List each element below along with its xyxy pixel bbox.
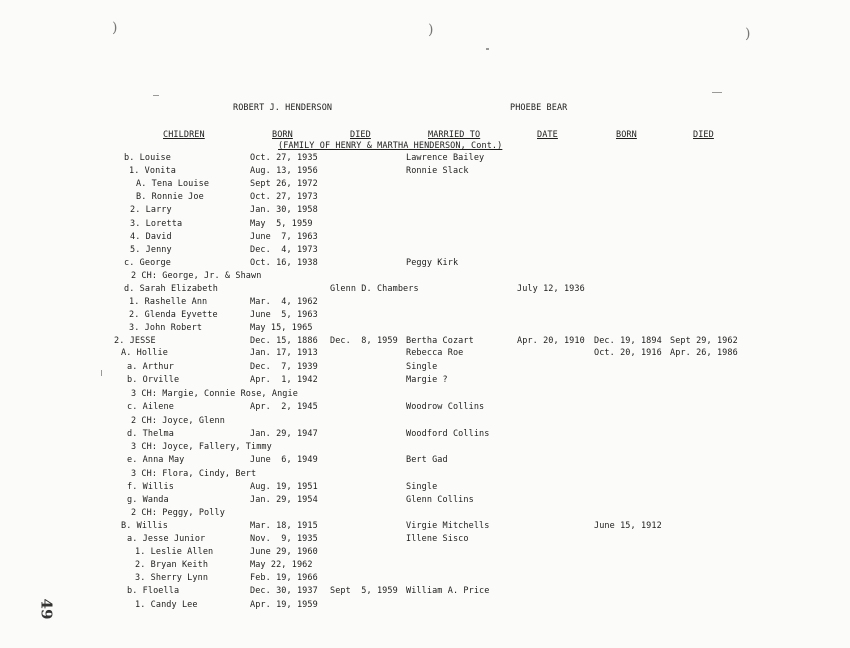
row-name: A. Tena Louise	[136, 179, 210, 189]
row-name: 1. Vonita	[129, 166, 176, 176]
row-spouse: Woodford Collins	[406, 429, 490, 439]
row-spouse: Ronnie Slack	[406, 166, 469, 176]
row-born: Dec. 7, 1939	[250, 362, 318, 372]
row-name: b. Floella	[127, 586, 180, 596]
row-name: 3. John Robert	[129, 323, 203, 333]
row-died: Sept 5, 1959	[330, 586, 398, 596]
row-name: A. Hollie	[121, 348, 168, 358]
row-born: Oct. 27, 1973	[250, 192, 318, 202]
row-born: May 22, 1962	[250, 560, 313, 570]
row-name: a. Jesse Junior	[127, 534, 206, 544]
row-born: Apr. 1, 1942	[250, 375, 318, 385]
row-spouse: Virgie Mitchells	[406, 521, 490, 531]
row-spouse-born: June 15, 1912	[594, 521, 662, 531]
row-born: June 29, 1960	[250, 547, 318, 557]
column-header-spouse-died: DIED	[693, 130, 714, 140]
row-name: B. Willis	[121, 521, 168, 531]
row-born: Jan. 17, 1913	[250, 348, 318, 358]
row-spouse: William A. Price	[406, 586, 490, 596]
scan-speck	[486, 48, 489, 50]
row-spouse: Peggy Kirk	[406, 258, 459, 268]
row-born: Oct. 27, 1935	[250, 153, 318, 163]
row-born: Aug. 19, 1951	[250, 482, 318, 492]
row-born: June 5, 1963	[250, 310, 318, 320]
row-name: c. George	[124, 258, 171, 268]
row-spouse-died: Apr. 26, 1986	[670, 348, 738, 358]
mother-name: PHOEBE BEAR	[510, 103, 568, 113]
row-born: May 15, 1965	[250, 323, 313, 333]
row-name: 2. JESSE	[114, 336, 156, 346]
row-born: Mar. 18, 1915	[250, 521, 318, 531]
row-born: Jan. 29, 1947	[250, 429, 318, 439]
row-name: 1. Candy Lee	[135, 600, 198, 610]
row-born: Dec. 30, 1937	[250, 586, 318, 596]
row-marriage-date: July 12, 1936	[517, 284, 585, 294]
hole-punch-mark-center: )	[428, 22, 434, 38]
row-marriage-date: Apr. 20, 1910	[517, 336, 585, 346]
row-name: 2. Bryan Keith	[135, 560, 209, 570]
row-name: 4. David	[130, 232, 172, 242]
family-note: (FAMILY OF HENRY & MARTHA HENDERSON, Cont.)	[278, 141, 503, 151]
row-name: 3 CH: Joyce, Fallery, Timmy	[131, 442, 272, 452]
column-header-married-to: MARRIED TO	[428, 130, 481, 140]
row-name: c. Ailene	[127, 402, 174, 412]
row-born: Nov. 9, 1935	[250, 534, 318, 544]
column-header-born: BORN	[272, 130, 293, 140]
row-name: 3 CH: Margie, Connie Rose, Angie	[131, 389, 298, 399]
row-spouse: Lawrence Bailey	[406, 153, 485, 163]
column-header-children: CHILDREN	[163, 130, 205, 140]
father-name: ROBERT J. HENDERSON	[233, 103, 333, 113]
row-name: 2. Glenda Eyvette	[129, 310, 218, 320]
hole-punch-mark-right: )	[745, 26, 751, 42]
row-born: Mar. 4, 1962	[250, 297, 318, 307]
row-born: Feb. 19, 1966	[250, 573, 318, 583]
row-born: Apr. 2, 1945	[250, 402, 318, 412]
row-spouse-born: Dec. 19, 1894	[594, 336, 662, 346]
row-name: d. Thelma	[127, 429, 174, 439]
row-spouse: Woodrow Collins	[406, 402, 485, 412]
row-spouse: Margie ?	[406, 375, 448, 385]
row-spouse-died: Sept 29, 1962	[670, 336, 738, 346]
row-name: 3. Loretta	[130, 219, 183, 229]
column-header-died: DIED	[350, 130, 371, 140]
row-name: e. Anna May	[127, 455, 185, 465]
row-name: d. Sarah Elizabeth	[124, 284, 218, 294]
scan-speck	[153, 95, 159, 96]
row-spouse-born: Oct. 20, 1916	[594, 348, 662, 358]
row-spouse: Bertha Cozart	[406, 336, 474, 346]
row-name: 2 CH: Joyce, Glenn	[131, 416, 225, 426]
row-born: June 6, 1949	[250, 455, 318, 465]
row-name: 1. Rashelle Ann	[129, 297, 208, 307]
row-born: Dec. 15, 1886	[250, 336, 318, 346]
row-name: 2 CH: George, Jr. & Shawn	[131, 271, 262, 281]
scan-speck	[101, 370, 102, 376]
row-born: Jan. 29, 1954	[250, 495, 318, 505]
column-header-date: DATE	[537, 130, 558, 140]
row-born: Oct. 16, 1938	[250, 258, 318, 268]
scan-speck	[712, 92, 722, 93]
row-died: Dec. 8, 1959	[330, 336, 398, 346]
row-born: Jan. 30, 1958	[250, 205, 318, 215]
row-born: June 7, 1963	[250, 232, 318, 242]
row-born: Apr. 19, 1959	[250, 600, 318, 610]
row-name: b. Louise	[124, 153, 171, 163]
row-name: 2 CH: Peggy, Polly	[131, 508, 225, 518]
hole-punch-mark-left: )	[112, 20, 118, 36]
row-spouse: Bert Gad	[406, 455, 448, 465]
row-name: 3 CH: Flora, Cindy, Bert	[131, 469, 257, 479]
row-spouse: Single	[406, 482, 438, 492]
row-died: Glenn D. Chambers	[330, 284, 419, 294]
row-spouse: Single	[406, 362, 438, 372]
row-name: 2. Larry	[130, 205, 172, 215]
row-born: Aug. 13, 1956	[250, 166, 318, 176]
row-spouse: Illene Sisco	[406, 534, 469, 544]
row-born: Sept 26, 1972	[250, 179, 318, 189]
row-name: 1. Leslie Allen	[135, 547, 214, 557]
column-header-spouse-born: BORN	[616, 130, 637, 140]
row-spouse: Glenn Collins	[406, 495, 474, 505]
row-name: a. Arthur	[127, 362, 174, 372]
row-name: b. Orville	[127, 375, 180, 385]
row-name: 3. Sherry Lynn	[135, 573, 209, 583]
row-name: B. Ronnie Joe	[136, 192, 204, 202]
row-name: 5. Jenny	[130, 245, 172, 255]
page-number: 49	[37, 598, 56, 620]
row-spouse: Rebecca Roe	[406, 348, 464, 358]
row-born: May 5, 1959	[250, 219, 313, 229]
row-born: Dec. 4, 1973	[250, 245, 318, 255]
row-name: g. Wanda	[127, 495, 169, 505]
row-name: f. Willis	[127, 482, 174, 492]
